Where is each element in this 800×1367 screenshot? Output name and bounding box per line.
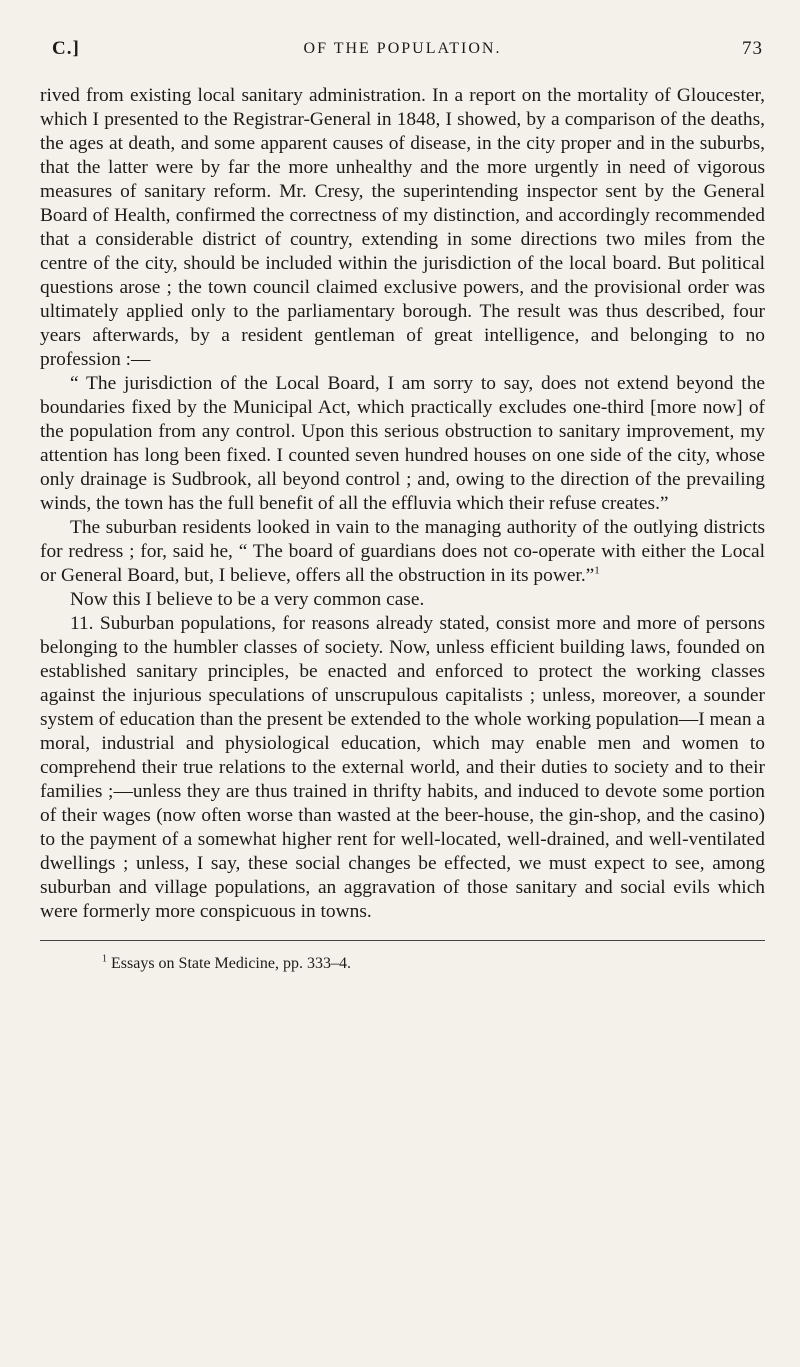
paragraph-1: rived from existing local sanitary administration. In a report on the mortality of Gloucester, which I presented to the Registrar-General in 1848, I showed, by a comparison of the deaths, the ages at death, and some apparent causes of disease, in the city proper and in the suburbs, that the latter were by far the more unhealthy and the more urgently in need of vigorous measures of sanitary reform. Mr. Cresy, the superintending inspector sent by the General Board of Health, confirmed the correctness of my distinction, and accordingly recommended that a considerable district of country, extending in some directions two miles from the centre of the city, should be included within the jurisdiction of the local board. But political questions arose ; the town council claimed exclusive powers, and the provisional order was ultimately applied only to the parliamentary borough. The result was thus described, four years afterwards, by a resident gentleman of great intelligence, and belonging to no profession :— bbox=[40, 85, 765, 370]
running-title: OF THE POPULATION. bbox=[303, 40, 502, 57]
paragraph-3 bbox=[40, 516, 765, 588]
page-number: 73 bbox=[742, 38, 763, 59]
footnote-divider bbox=[40, 940, 765, 941]
page-header bbox=[40, 38, 765, 68]
footnote-marker: 1 bbox=[102, 953, 107, 965]
footnote-reference: 1 bbox=[594, 564, 600, 577]
section-marker: C.] bbox=[52, 38, 80, 59]
paragraph-quote: “ The jurisdiction of the Local Board, I am sorry to say, does not extend beyond the boundaries fixed by the Municipal Act, which practically excludes one-third [more now] of the population from any control. Upon this serious obstruction to sanitary improvement, my attention has long been fixed. I counted seven hundred houses on one side of the city, whose only drainage is Sudbrook, all beyond control ; and, owing to the direction of the prevailing winds, the town has the full benefit of all the effluvia which their refuse creates.” bbox=[40, 373, 765, 514]
body-text bbox=[40, 84, 765, 924]
footnote-text: Essays on State Medicine, pp. 333–4. bbox=[111, 955, 351, 972]
paragraph-3-text: The suburban residents looked in vain to the managing authority of the outlying districts for redress ; for, said he, “ The board of guardians does not co-operate with either the Local or General Board, but, I believe, offers all the obstruction in its power.” bbox=[40, 517, 765, 586]
paragraph-5: 11. Suburban populations, for reasons already stated, consist more and more of persons belonging to the humbler classes of society. Now, unless efficient building laws, founded on established sanitary principles, be enacted and enforced to protect the working classes against the injurious speculations of unscrupulous capitalists ; unless, moreover, a sounder system of education than the present be extended to the whole working population—I mean a moral, industrial and physiological education, which may enable men and women to comprehend their true relations to the external world, and their duties to society and to their families ;—unless they are thus trained in thrifty habits, and induced to devote some portion of their wages (now often worse than wasted at the beer-house, the gin-shop, and the casino) to the payment of a somewhat higher rent for well-located, well-drained, and well-ventilated dwellings ; unless, I say, these social changes be effected, we must expect to see, among suburban and village populations, an aggravation of those sanitary and social evils which were formerly more conspicuous in towns. bbox=[40, 613, 765, 922]
footnote bbox=[40, 955, 765, 973]
paragraph-4: Now this I believe to be a very common case. bbox=[70, 589, 425, 610]
book-page bbox=[40, 38, 765, 973]
